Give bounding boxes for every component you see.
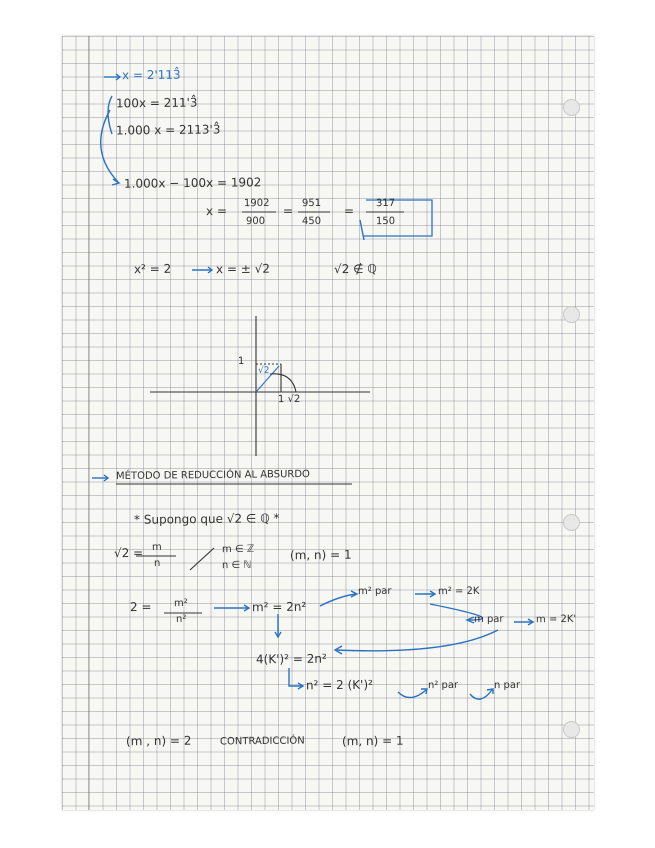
eq2-m2: m² bbox=[173, 597, 188, 610]
def-m: m bbox=[151, 541, 162, 554]
eq-sqrt2-not-rational: √2 ∉ ℚ bbox=[333, 261, 377, 277]
eq-x-squared: x² = 2 bbox=[133, 261, 172, 277]
eq-n2: n² = 2 (K')² bbox=[305, 677, 373, 693]
arc bbox=[270, 374, 296, 392]
axis-label-root: 1 √2 bbox=[277, 393, 301, 406]
eq-difference: 1.000x − 100x = 1902 bbox=[123, 175, 262, 191]
arrow-down2 bbox=[289, 668, 302, 686]
def-gcd: (m, n) = 1 bbox=[289, 547, 352, 563]
contradiction-lhs: (m , n) = 2 bbox=[125, 733, 192, 749]
m2-eq-2k: m² = 2K bbox=[437, 585, 480, 598]
frac-x-label: x = bbox=[205, 203, 228, 219]
eq-x-result: x = ± √2 bbox=[215, 261, 271, 277]
n-par: n par bbox=[493, 679, 521, 692]
frac2-num: 951 bbox=[301, 197, 322, 210]
eq2-rhs: m² = 2n² bbox=[251, 599, 307, 615]
arrow-loop2 bbox=[470, 690, 492, 699]
eq-100x: 100x = 211'3̂ bbox=[115, 95, 198, 111]
answer-box bbox=[364, 197, 432, 236]
m2-par: m² par bbox=[357, 585, 392, 598]
frac3-den: 150 bbox=[375, 215, 396, 228]
arrow-loop1 bbox=[398, 690, 426, 698]
eq-x-periodic: x = 2'113̂ bbox=[121, 67, 181, 83]
axis-label-one: 1 bbox=[237, 355, 245, 368]
m-par: m par bbox=[473, 613, 504, 626]
frac-eq: = bbox=[282, 203, 294, 219]
def-lhs: √2 = bbox=[113, 545, 144, 561]
def-n: n bbox=[153, 557, 161, 570]
contradiction-word: CONTRADICCIÓN bbox=[219, 735, 305, 748]
m-eq-2k1: m = 2K' bbox=[535, 613, 577, 626]
eq-4k-squared: 4(K')² = 2n² bbox=[255, 651, 327, 667]
axis-label-diagonal: √2 bbox=[257, 365, 270, 377]
contradiction-rhs: (m, n) = 1 bbox=[341, 733, 404, 749]
frac3-num: 317 bbox=[375, 197, 396, 210]
def-m-integer: m ∈ ℤ bbox=[221, 543, 255, 556]
system-brace bbox=[108, 96, 112, 134]
def-n-natural: n ∈ ℕ bbox=[221, 559, 252, 572]
slash bbox=[190, 548, 214, 570]
eq2-lhs: 2 = bbox=[129, 599, 152, 615]
frac1-den: 900 bbox=[245, 215, 266, 228]
arrow-m2par bbox=[320, 594, 356, 606]
frac-mark bbox=[360, 220, 364, 240]
eq-1000x: 1.000 x = 2113'3̂ bbox=[115, 122, 221, 138]
frac-eq: = bbox=[343, 203, 355, 219]
frac1-num: 1902 bbox=[243, 197, 270, 210]
method-heading: MÉTODO DE REDUCCIÓN AL ABSURDO bbox=[115, 468, 310, 483]
suppose-line: * Supongo que √2 ∈ ℚ * bbox=[133, 511, 280, 527]
arrow-back bbox=[336, 630, 498, 651]
frac2-den: 450 bbox=[301, 215, 322, 228]
eq2-n2: n² bbox=[175, 613, 187, 626]
n2-par: n² par bbox=[427, 679, 459, 692]
arrow-head bbox=[112, 179, 119, 185]
